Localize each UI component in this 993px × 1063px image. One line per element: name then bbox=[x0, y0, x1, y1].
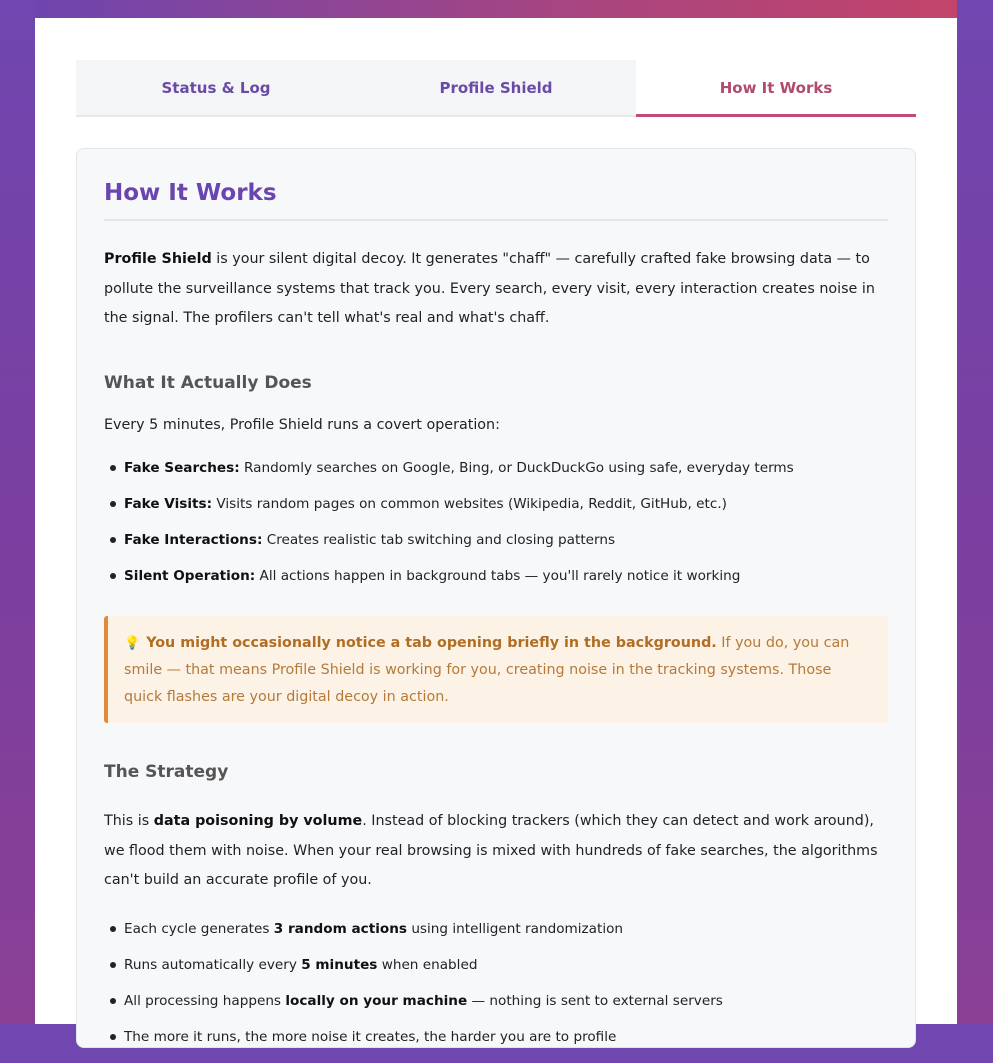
strategy-text-pre: This is bbox=[104, 813, 154, 829]
section1-lead: Every 5 minutes, Profile Shield runs a covert operation: bbox=[104, 416, 500, 433]
list-item bbox=[104, 566, 888, 602]
list-item-text: Creates realistic tab switching and closing patterns bbox=[262, 531, 616, 548]
strategy-paragraph bbox=[104, 807, 888, 896]
list-item-bold: 5 minutes bbox=[301, 956, 378, 973]
list-item-text: All processing happens bbox=[124, 992, 286, 1009]
list-item-bold: locally on your machine bbox=[285, 992, 468, 1009]
list-item bbox=[104, 991, 888, 1027]
callout-bold: You might occasionally notice a tab opening briefly in the background. bbox=[146, 634, 717, 651]
list-item-text: when enabled bbox=[377, 956, 478, 973]
list-item-text: All actions happen in background tabs — you'll rarely notice it working bbox=[255, 567, 741, 584]
tab-profile-shield[interactable]: Profile Shield bbox=[439, 78, 553, 97]
tab-how-it-works[interactable]: How It Works bbox=[636, 60, 916, 115]
list-item-text: Each cycle generates bbox=[124, 920, 274, 937]
tip-callout bbox=[104, 616, 888, 724]
list-item-text: Visits random pages on common websites (Wikipedia, Reddit, GitHub, etc.) bbox=[212, 495, 727, 512]
list-item bbox=[104, 1027, 888, 1063]
actions-list bbox=[104, 458, 888, 602]
intro-paragraph bbox=[104, 245, 888, 334]
list-item bbox=[104, 494, 888, 530]
list-item bbox=[104, 530, 888, 566]
list-item bbox=[104, 955, 888, 991]
list-item-text: Randomly searches on Google, Bing, or DuckDuckGo using safe, everyday terms bbox=[239, 459, 794, 476]
strategy-list bbox=[104, 919, 888, 1063]
header-gradient-bar bbox=[35, 0, 957, 18]
intro-bold: Profile Shield bbox=[104, 251, 212, 267]
list-item-label: Silent Operation: bbox=[124, 567, 256, 584]
callout-text: If you do, you can smile — that means Profile Shield is working for you, creating noise in the tracking systems. Those quick flashes are your digital decoy in action. bbox=[124, 634, 850, 705]
list-item-label: Fake Visits: bbox=[124, 495, 213, 512]
strategy-text-post: . Instead of blocking trackers (which they can detect and work around), we flood them with noise. When your real browsing is mixed with hundreds of fake searches, the algorithms can't build an accurate profile of you. bbox=[104, 813, 878, 888]
list-item-text: using intelligent randomization bbox=[407, 920, 624, 937]
strategy-bold: data poisoning by volume bbox=[153, 813, 363, 829]
list-item bbox=[104, 919, 888, 955]
lightbulb-icon: 💡 bbox=[124, 635, 141, 651]
section-heading-strategy: The Strategy bbox=[104, 762, 229, 782]
list-item bbox=[104, 458, 888, 494]
list-item-text: — nothing is sent to external servers bbox=[467, 992, 723, 1009]
list-item-label: Fake Searches: bbox=[124, 459, 240, 476]
intro-text: is your silent digital decoy. It generates "chaff" — carefully crafted fake browsing data — to pollute the surveillance systems that track you. Every search, every visit, every interaction creates noise in the signal. The profilers can't tell what's real and what's chaff. bbox=[104, 251, 875, 326]
list-item-text: The more it runs, the more noise it creates, the harder you are to profile bbox=[124, 1028, 617, 1045]
list-item-text: Runs automatically every bbox=[124, 956, 302, 973]
card-title: How It Works bbox=[104, 177, 888, 221]
list-item-label: Fake Interactions: bbox=[124, 531, 263, 548]
tab-bar bbox=[76, 60, 916, 117]
section-heading-what-it-does: What It Actually Does bbox=[104, 372, 312, 393]
list-item-bold: 3 random actions bbox=[273, 920, 407, 937]
main-panel bbox=[35, 18, 957, 1045]
tab-status-log[interactable]: Status & Log bbox=[161, 78, 271, 97]
how-it-works-card bbox=[76, 148, 916, 1048]
